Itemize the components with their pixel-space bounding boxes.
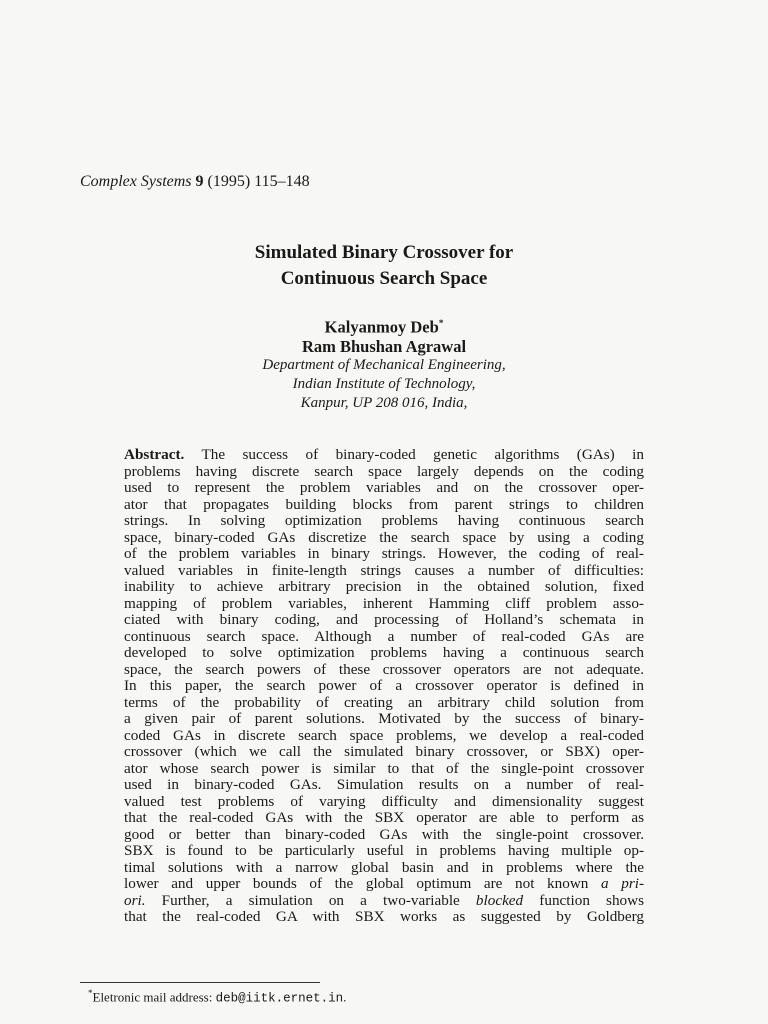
abstract-line: that the real-coded GAs with the SBX operator are able to perform as — [124, 809, 644, 826]
abstract-line: good or better than binary-coded GAs with the single-point crossover. — [124, 825, 644, 843]
abstract-line: terms of the probability of creating an arbitrary child solution from — [124, 693, 644, 711]
author-1 — [0, 314, 768, 337]
abstract-text: The success of binary-coded genetic algorithms (GAs) in — [201, 446, 644, 463]
abstract-line: ator that propagates building blocks from parent strings to children — [124, 495, 644, 513]
abstract-line: that the real-coded GA with SBX works as suggested by Goldberg — [124, 908, 644, 925]
paper-title — [0, 240, 768, 292]
title-line-1: Simulated Binary Crossover for — [254, 242, 514, 263]
title-line-2: Continuous Search Space — [280, 268, 488, 289]
abstract-line: SBX is found to be particularly useful in problems having multiple op- — [124, 842, 644, 859]
journal-year-pages: (1995) 115–148 — [207, 173, 310, 190]
affiliation-line-1: Department of Mechanical Engineering, — [262, 356, 506, 373]
abstract-line: of the problem variables in binary strings. However, the coding of real- — [124, 545, 644, 562]
abstract-line: coded GAs in discrete search space problems, we develop a real-coded — [124, 726, 644, 744]
affiliation-line-2: Indian Institute of Technology, — [292, 375, 476, 392]
abstract-line — [124, 893, 644, 910]
author-block — [0, 314, 768, 413]
abstract-text: function shows — [539, 891, 645, 909]
abstract — [124, 447, 644, 926]
abstract-line: In this paper, the search power of a crossover operator is defined in — [124, 677, 644, 694]
abstract-italic: a pri- — [601, 875, 645, 892]
journal-name: Complex Systems — [80, 173, 192, 190]
abstract-line: valued variables in finite-length strings causes a number of difficulties: — [124, 561, 644, 579]
author-1-footnote-mark: * — [438, 318, 444, 328]
footnote-mark: * — [88, 988, 93, 998]
journal-volume: 9 — [195, 173, 204, 190]
abstract-heading: Abstract. — [124, 446, 185, 463]
abstract-line: ator whose search power is similar to that of the single-point crossover — [124, 759, 644, 777]
affiliation-line-3: Kanpur, UP 208 016, India, — [300, 394, 468, 411]
abstract-line: a given pair of parent solutions. Motivated by the success of binary- — [124, 710, 644, 727]
footnote-rule — [80, 982, 320, 983]
abstract-line: timal solutions with a narrow global basin and in problems where the — [124, 858, 644, 876]
author-2: Ram Bhushan Agrawal — [301, 336, 467, 356]
abstract-line: used in binary-coded GAs. Simulation results on a number of real- — [124, 776, 644, 793]
abstract-line: space, binary-coded GAs discretize the search space by using a coding — [124, 528, 644, 546]
abstract-line: valued test problems of varying difficulty and dimensionality suggest — [124, 792, 644, 810]
abstract-line — [124, 447, 644, 464]
footnote — [88, 988, 346, 1005]
abstract-italic: ori. — [124, 891, 146, 909]
abstract-line: continuous search space. Although a number of real-coded GAs are — [124, 627, 644, 645]
abstract-line: developed to solve optimization problems having a continuous search — [124, 644, 644, 661]
abstract-italic: blocked — [475, 891, 524, 909]
abstract-text: lower and upper bounds of the global optimum are not known — [124, 875, 589, 892]
abstract-line: strings. In solving optimization problems having continuous search — [124, 512, 644, 529]
abstract-line: inability to achieve arbitrary precision in the obtained solution, fixed — [124, 578, 644, 595]
abstract-line: problems having discrete search space largely depends on the coding — [124, 462, 644, 480]
footnote-end: . — [343, 989, 347, 1005]
abstract-text: Further, a simulation on a two-variable — [161, 891, 460, 909]
abstract-line — [124, 876, 644, 893]
abstract-line: ciated with binary coding, and processing of Holland’s schemata in — [124, 611, 644, 628]
abstract-line: space, the search powers of these crossover operators are not adequate. — [124, 660, 644, 678]
footnote-email: deb@iitk.ernet.in — [215, 991, 344, 1006]
author-1-name: Kalyanmoy Deb — [324, 317, 439, 337]
abstract-line: mapping of problem variables, inherent Hamming cliff problem asso- — [124, 594, 644, 612]
abstract-line: used to represent the problem variables and on the crossover oper- — [124, 479, 644, 496]
footnote-label: Eletronic mail address: — [92, 989, 213, 1005]
journal-citation — [80, 173, 310, 191]
abstract-line: crossover (which we call the simulated binary crossover, or SBX) oper- — [124, 743, 644, 760]
